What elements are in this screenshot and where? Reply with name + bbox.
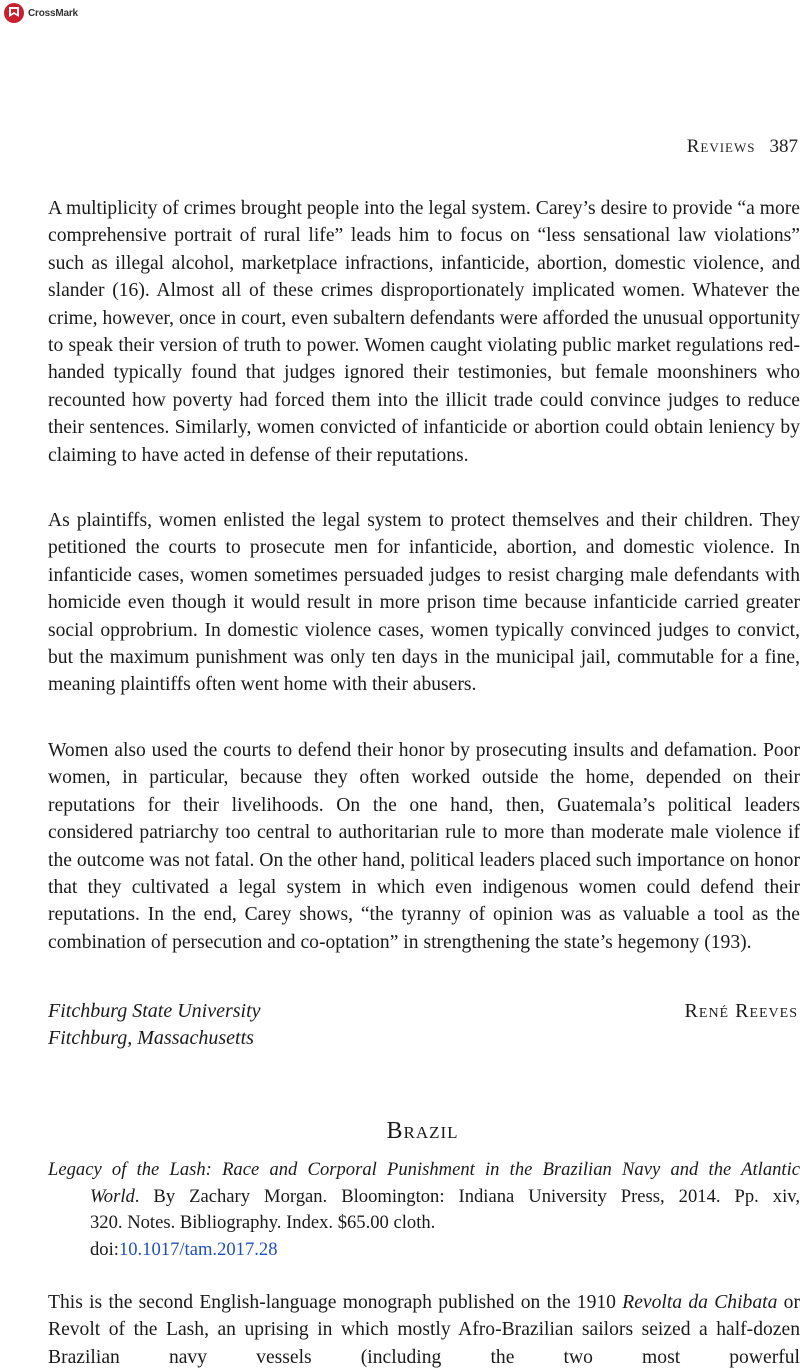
- running-head: [687, 136, 798, 158]
- book-title-part-2: World: [90, 1185, 135, 1207]
- reviewer-name: René Reeves: [684, 1000, 798, 1022]
- doi-prefix: doi:: [90, 1238, 119, 1260]
- citation-details-1: . By Zachary Morgan. Bloomington: Indiana University Press, 2014. Pp. xiv,: [134, 1185, 800, 1207]
- crossmark-icon: [3, 2, 25, 24]
- book-title-part-1: Legacy of the Lash: Race and Corporal Punishment in the Brazilian Navy and the Atlantic: [48, 1159, 800, 1180]
- citation-line-1: [48, 1157, 800, 1184]
- citation-line-2: [48, 1184, 800, 1211]
- citation-doi: [48, 1237, 800, 1264]
- body-paragraph-1: A multiplicity of crimes brought people into the legal system. Carey’s desire to provide “a more comprehensive portrait of rural life” leads him to focus on “less sensational law violations” such as illegal alcohol, marketplace infractions, infanticide, abortion, domestic violence, and slander (16). Almost all of these crimes disproportionately implicated women. Whatever the crime, however, once in court, even subaltern defendants were afforded the unusual opportunity to speak their version of truth to power. Women caught violating public market regulations red-handed typically found that judges ignored their testimonies, but female moonshiners who recounted how poverty had forced them into the illicit trade could convince judges to reduce their sentences. Similarly, women convicted of infanticide or abortion could obtain leniency by claiming to have acted in defense of their reputations.: [48, 198, 800, 466]
- crossmark-label: CrossMark: [28, 7, 78, 19]
- book-citation: [48, 1157, 800, 1263]
- affiliation-location: Fitchburg, Massachusetts: [48, 1027, 254, 1050]
- paragraph-4-text-2: or Revolt of the Lash, an uprising in which mostly Afro-Brazilian sailors seized a half-dozen Brazilian navy vessels (including the two most powerful: [48, 1292, 800, 1368]
- body-paragraph-3: Women also used the courts to defend their honor by prosecuting insults and defamation. Poor women, in particular, because they often worked outside the home, depended on their reputations for their livelihoods. On the one hand, then, Guatemala’s political leaders considered patriarchy too central to authoritarian rule to more than moderate male violence if the outcome was not fatal. On the other hand, political leaders placed such importance on honor that they cultivated a legal system in which even indigenous women could defend their reputations. In the end, Carey shows, “the tyranny of opinion was as valuable a tool as the combination of persecution and co-optation” in strengthening the state’s hegemony (193).: [48, 740, 800, 953]
- page-number: 387: [769, 136, 798, 157]
- running-head-title: Reviews: [686, 136, 756, 157]
- body-paragraph-4: [48, 1289, 800, 1371]
- body-paragraph-2: As plaintiffs, women enlisted the legal system to protect themselves and their children. They petitioned the courts to prosecute men for infanticide, abortion, and domestic violence. In infanticide cases, women sometimes persuaded judges to resist charging male defendants with homicide even though it would result in more prison time because infanticide carried greater social opprobrium. In domestic violence cases, women typically convinced judges to convict, but the maximum punishment was only ten days in the municipal jail, commutable for a fine, meaning plaintiffs often went home with their abusers.: [48, 510, 800, 696]
- affiliation-institution: Fitchburg State University: [48, 1000, 261, 1022]
- citation-details-2: 320. Notes. Bibliography. Index. $65.00 cloth.: [90, 1212, 436, 1233]
- paragraph-4-text-1: This is the second English-language monograph published on the 1910: [48, 1292, 623, 1313]
- paragraph-4-italic: Revolta da Chibata: [622, 1292, 778, 1313]
- reviewer-affiliation: [48, 998, 261, 1053]
- doi-link[interactable]: 10.1017/tam.2017.28: [118, 1238, 278, 1260]
- section-heading: Brazil: [386, 1118, 459, 1144]
- crossmark-badge[interactable]: [3, 2, 78, 24]
